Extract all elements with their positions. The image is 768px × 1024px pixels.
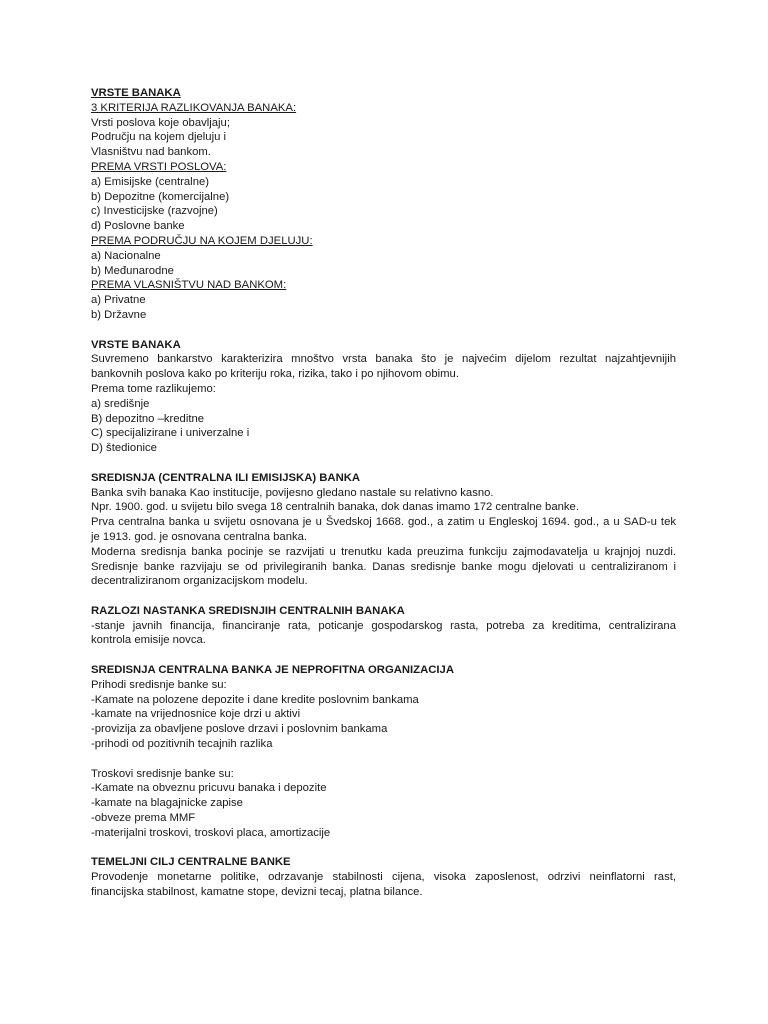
paragraph-line: je 1913. god. je osnovana centralna banka. [91, 530, 308, 543]
paragraph-line: decentraliziranom organizacijskom modelu. [91, 575, 308, 588]
section-heading: SREDISNJA CENTRALNA BANKA JE NEPROFITNA ORGANIZACIJA [91, 664, 454, 677]
list-item: Vrsti poslova koje obavljaju; [91, 116, 230, 129]
spacer [91, 648, 676, 663]
paragraph-line: Npr. 1900. god. u svijetu bilo svega 18 centralnih banaka, dok danas imamo 172 centralne banke. [91, 501, 579, 514]
list-item: Području na kojem djeluju i [91, 131, 227, 144]
spacer [91, 841, 676, 856]
list-item: C) specijalizirane i univerzalne i [91, 427, 250, 440]
list-item: a) središnje [91, 397, 150, 410]
list-item: -Kamate na obveznu pricuvu banaka i depozite [91, 782, 327, 795]
document-page [91, 86, 676, 900]
subheading: PREMA VRSTI POSLOVA: [91, 160, 227, 173]
subheading: 3 KRITERIJA RAZLIKOVANJA BANAKA: [91, 101, 297, 114]
paragraph-line: Prva centralna banka u svijetu osnovana je u Švedskoj 1668. god., a zatim u Engleskoj 1694. god., a u SAD-u tek [91, 516, 676, 529]
paragraph-line: Banka svih banaka Kao institucije, povijesno gledano nastale su relativno kasno. [91, 486, 494, 499]
list-item: -kamate na vrijednosnice koje drzi u aktivi [91, 708, 301, 721]
spacer [91, 752, 676, 767]
paragraph-line: Prihodi sredisnje banke su: [91, 678, 227, 691]
paragraph-line: Troskovi sredisnje banke su: [91, 767, 234, 780]
list-item: a) Privatne [91, 294, 146, 307]
paragraph-line: kontrola emisije novca. [91, 634, 206, 647]
list-item: b) Državne [91, 308, 147, 321]
list-item: -obveze prema MMF [91, 812, 196, 825]
list-item: a) Nacionalne [91, 249, 161, 262]
paragraph-line: Moderna sredisnja banka pocinje se razvijati u trenutku kada preuzima funkciju zajmodavatelja u krajnjoj nuzdi. [91, 545, 676, 558]
paragraph-line: bankovnih poslova kako po kriteriju roka, rizika, tako i po njihovom obimu. [91, 368, 459, 381]
spacer [91, 323, 676, 338]
list-item: -prihodi od pozitivnih tecajnih razlika [91, 738, 273, 751]
list-item: -kamate na blagajnicke zapise [91, 797, 243, 810]
section-heading: VRSTE BANAKA [91, 87, 181, 99]
paragraph-line: -stanje javnih financija, financiranje rata, poticanje gospodarskog rasta, potreba za kreditima, centralizirana [91, 619, 676, 632]
list-item: b) Međunarodne [91, 264, 174, 277]
list-item: c) Investicijske (razvojne) [91, 205, 218, 218]
section-heading: VRSTE BANAKA [91, 338, 181, 351]
list-item: b) Depozitne (komercijalne) [91, 190, 230, 203]
list-item: -provizija za obavljene poslove drzavi i poslovnim bankama [91, 723, 388, 736]
list-item: a) Emisijske (centralne) [91, 175, 210, 188]
subheading: PREMA VLASNIŠTVU NAD BANKOM: [91, 279, 287, 292]
section-heading: RAZLOZI NASTANKA SREDISNJIH CENTRALNIH BANAKA [91, 604, 405, 617]
list-item: D) štedionice [91, 442, 157, 455]
paragraph-line: Sredisnje banke razvijaju se od privilegiranih banka. Danas sredisnje banke mogu djelovati u centraliziranom i [91, 560, 676, 573]
section-heading: TEMELJNI CILJ CENTRALNE BANKE [91, 856, 291, 869]
list-item: -materijalni troskovi, troskovi placa, amortizacije [91, 826, 331, 839]
list-item: -Kamate na polozene depozite i dane kredite poslovnim bankama [91, 693, 419, 706]
subheading: PREMA PODRUČJU NA KOJEM DJELUJU: [91, 234, 313, 247]
spacer [91, 589, 676, 604]
paragraph-line: Provodenje monetarne politike, odrzavanje stabilnosti cijena, visoka zaposlenost, odrzivi neinflatorni rast, [91, 871, 676, 884]
paragraph-line: Suvremeno bankarstvo karakterizira mnoštvo vrsta banaka što je najvećim dijelom rezultat najzahtjevnijih [91, 353, 676, 366]
paragraph-line: financijska stabilnost, kamatne stope, devizni tecaj, platna bilance. [91, 886, 423, 899]
list-item: B) depozitno –kreditne [91, 412, 205, 425]
section-heading: SREDISNJA (CENTRALNA ILI EMISIJSKA) BANKA [91, 471, 361, 484]
paragraph-line: Prema tome razlikujemo: [91, 382, 216, 395]
list-item: Vlasništvu nad bankom. [91, 146, 211, 159]
spacer [91, 456, 676, 471]
list-item: d) Poslovne banke [91, 220, 185, 233]
